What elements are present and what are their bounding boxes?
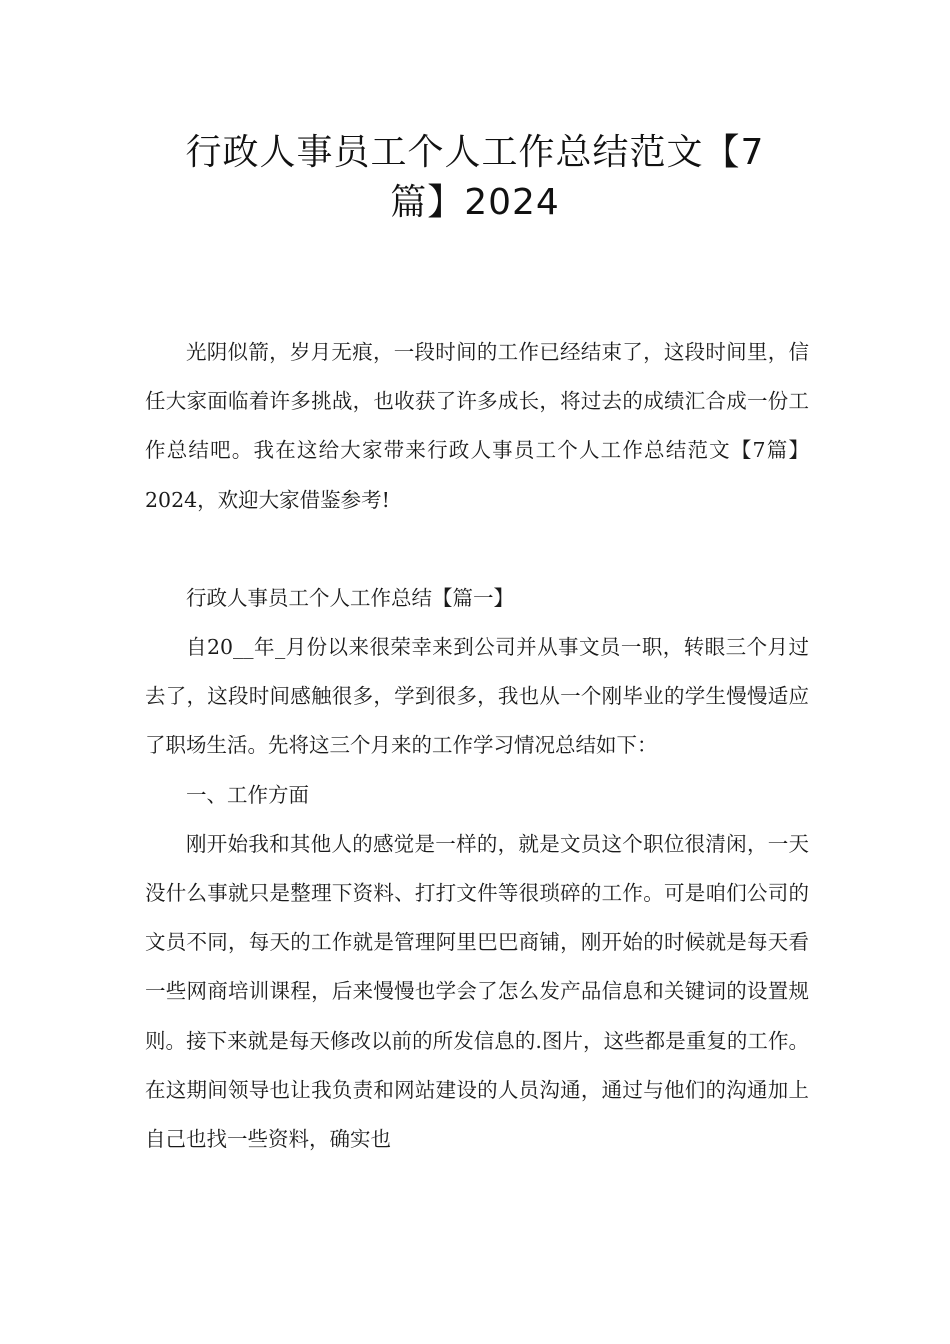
paragraph-spacer (145, 525, 809, 574)
intro-paragraph: 光阴似箭，岁月无痕，一段时间的工作已经结束了，这段时间里，信任大家面临着许多挑战，也收获了许多成长，将过去的成绩汇合成一份工作总结吧。我在这给大家带来行政人事员工个人工作总结范文【7篇】2024，欢迎大家借鉴参考! (145, 340, 809, 512)
document-body (145, 328, 809, 1164)
title-line-2: 篇】2024 (390, 182, 560, 223)
body-paragraph: 自20__年_月份以来很荣幸来到公司并从事文员一职，转眼三个月过去了，这段时间感触很多，学到很多，我也从一个刚毕业的学生慢慢适应了职场生活。先将这三个月来的工作学习情况总结如下： (145, 635, 809, 758)
body-paragraph: 刚开始我和其他人的感觉是一样的，就是文员这个职位很清闲，一天没什么事就只是整理下资料、打打文件等很琐碎的工作。可是咱们公司的文员不同，每天的工作就是管理阿里巴巴商铺，刚开始的时候就是每天看一些网商培训课程，后来慢慢也学会了怎么发产品信息和关键词的设置规则。接下来就是每天修改以前的所发信息的.图片，这些都是重复的工作。在这期间领导也让我负责和网站建设的人员沟通，通过与他们的沟通加上自己也找一些资料，确实也 (145, 831, 809, 1152)
section-heading: 行政人事员工个人工作总结【篇一】 (186, 585, 514, 610)
title-line-1: 行政人事员工个人工作总结范文【7 (185, 132, 765, 173)
subheading: 一、工作方面 (186, 782, 309, 807)
document-title (120, 128, 830, 228)
